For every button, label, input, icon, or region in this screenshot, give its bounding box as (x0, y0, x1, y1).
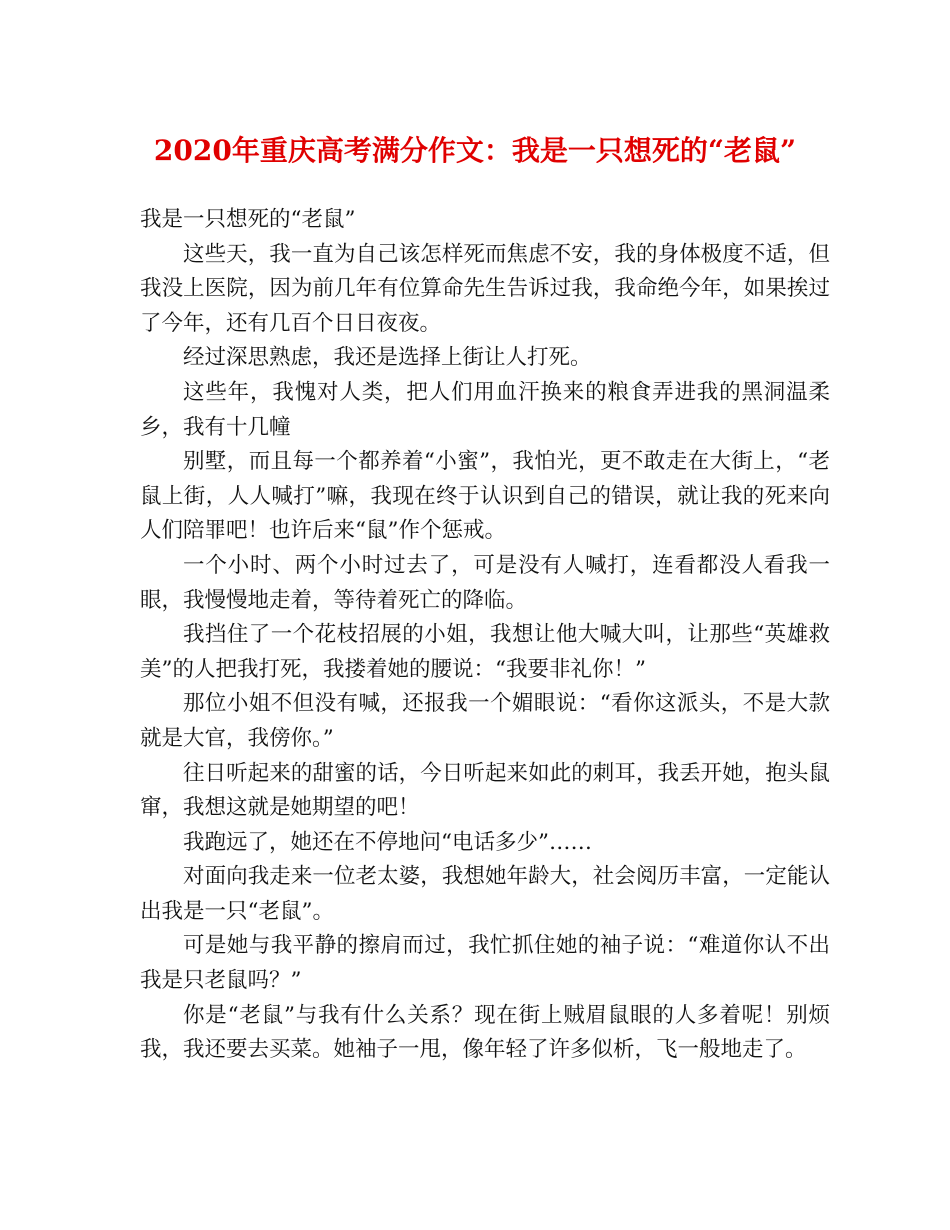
paragraph: 别墅，而且每一个都养着“小蜜”，我怕光，更不敢走在大街上，“老鼠上街，人人喊打”嘛，我现在终于认识到自己的错误，就让我的死来向人们陪罪吧！也许后来“鼠”作个惩戒。 (140, 449, 830, 544)
paragraph: 一个小时、两个小时过去了，可是没有人喊打，连看都没人看我一眼，我慢慢地走着，等待着死亡的降临。 (140, 552, 830, 613)
paragraph: 可是她与我平静的擦肩而过，我忙抓住她的袖子说：“难道你认不出我是只老鼠吗？” (140, 933, 830, 994)
paragraph: 那位小姐不但没有喊，还报我一个媚眼说：“看你这派头，不是大款就是大官，我傍你。” (140, 691, 830, 751)
paragraph: 这些天，我一直为自己该怎样死而焦虑不安，我的身体极度不适，但我没上医院，因为前几年有位算命先生告诉过我，我命绝今年，如果挨过了今年，还有几百个日日夜夜。 (140, 241, 830, 336)
paragraph-subtitle: 我是一只想死的“老鼠” (140, 207, 356, 232)
paragraph: 我挡住了一个花枝招展的小姐，我想让他大喊大叫，让那些“英雄救美”的人把我打死，我搂着她的腰说：“我要非礼你！” (140, 622, 830, 682)
paragraph: 我跑远了，她还在不停地问“电话多少”…… (183, 829, 592, 855)
document-title: 2020年重庆高考满分作文：我是一只想死的“老鼠” (153, 134, 797, 167)
paragraph: 对面向我走来一位老太婆，我想她年龄大，社会阅历丰富，一定能认出我是一只“老鼠”。 (140, 864, 830, 924)
document-body (140, 203, 830, 1068)
paragraph: 往日听起来的甜蜜的话，今日听起来如此的刺耳，我丢开她，抱头鼠窜，我想这就是她期望的吧！ (140, 760, 830, 821)
paragraph: 经过深思熟虑，我还是选择上街让人打死。 (183, 345, 592, 371)
paragraph: 你是“老鼠”与我有什么关系？现在街上贼眉鼠眼的人多着呢！别烦我，我还要去买菜。她袖子一甩，像年轻了许多似析，飞一般地走了。 (140, 1002, 830, 1063)
paragraph: 这些年，我愧对人类，把人们用血汗换来的粮食弄进我的黑洞温柔乡，我有十几幢 (140, 379, 830, 440)
